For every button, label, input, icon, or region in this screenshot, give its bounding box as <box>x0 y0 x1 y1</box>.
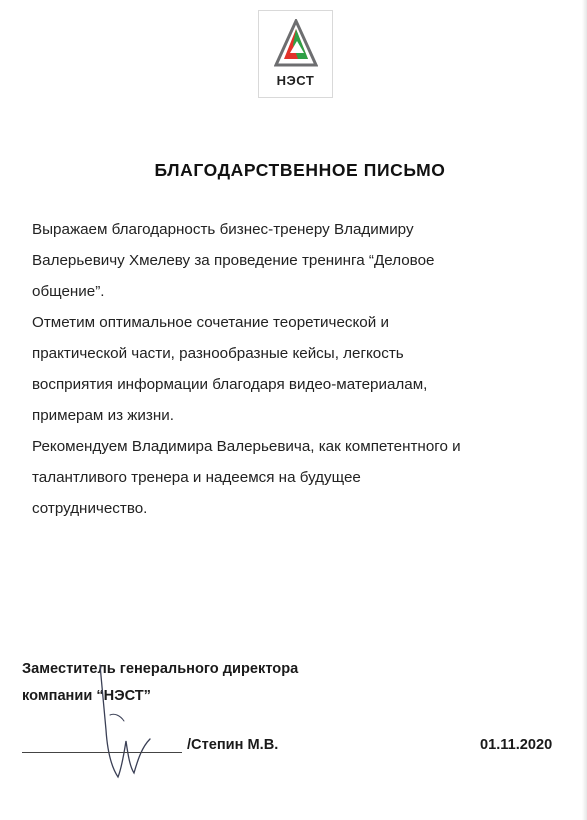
letter-title: БЛАГОДАРСТВЕННОЕ ПИСЬМО <box>154 160 446 180</box>
signer-position-line: Заместитель генерального директора <box>22 661 299 677</box>
body-line: общение”. <box>32 283 105 300</box>
body-line: Рекомендуем Владимира Валерьевича, как компетентного и <box>32 438 461 455</box>
body-line: Отметим оптимальное сочетание теоретической и <box>32 314 389 331</box>
body-line: восприятия информации благодаря видео-материалам, <box>32 376 428 393</box>
body-line: талантливого тренера и надеемся на будущее <box>32 469 361 486</box>
letter-body <box>32 214 532 524</box>
body-line: Выражаем благодарность бизнес-тренеру Владимиру <box>32 221 414 238</box>
signer-company-line: компании “НЭСТ” <box>22 688 151 704</box>
page-edge-shadow <box>582 0 587 820</box>
signature-line <box>22 752 182 753</box>
body-line: Валерьевичу Хмелеву за проведение тренинга “Деловое <box>32 252 435 269</box>
signer-name: /Степин М.В. <box>187 737 279 753</box>
logo-text: НЭСТ <box>276 73 315 88</box>
body-line: примерам из жизни. <box>32 407 174 424</box>
body-line: практической части, разнообразные кейсы, легкость <box>32 345 404 362</box>
company-logo <box>258 10 333 98</box>
logo-triangle-icon <box>274 19 318 69</box>
handwritten-signature <box>80 655 170 785</box>
letter-date: 01.11.2020 <box>480 737 553 753</box>
body-line: сотрудничество. <box>32 500 148 517</box>
